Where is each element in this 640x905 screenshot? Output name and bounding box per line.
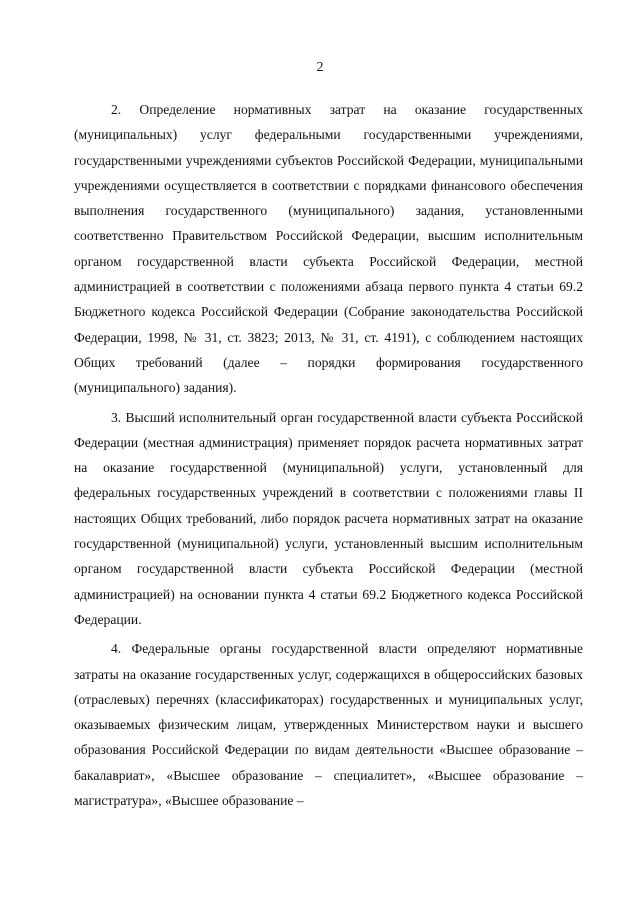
paragraph-4: 4. Федеральные органы государственной власти определяют нормативные затраты на оказание государственных услуг, содержащихся в общероссийских базовых (отраслевых) перечнях (классификаторах) государственных и муниципальных услуг, оказываемых физическим лицам, утвержденных Министерством науки и высшего образования Российской Федерации по видам деятельности «Высшее образование – бакалавриат», «Высшее образование – специалитет», «Высшее образование – магистратура», «Высшее образование – xyxy=(74,641,583,809)
paragraph-3: 3. Высший исполнительный орган государственной власти субъекта Российской Федерации (местная администрация) применяет порядок расчета нормативных затрат на оказание государственной (муниципальной) услуги, установленный для федеральных государственных учреждений в соответствии с положениями главы II настоящих Общих требований, либо порядок расчета нормативных затрат на оказание государственной (муниципальной) услуги, установленный высшим исполнительным органом государственной власти субъекта Российской Федерации (местной администрацией) на основании пункта 4 статьи 69.2 Бюджетного кодекса Российской Федерации. xyxy=(74,409,583,627)
document-body xyxy=(74,97,583,813)
page-number: 2 xyxy=(316,60,324,75)
paragraph-2: 2. Определение нормативных затрат на оказание государственных (муниципальных) услуг федеральными государственными учреждениями, государственными учреждениями субъектов Российской Федерации, муниципальными учреждениями осуществляется в соответствии с порядками финансового обеспечения выполнения государственного (муниципального) задания, установленными соответственно Правительством Российской Федерации, высшим исполнительным органом государственной власти субъекта Российской Федерации, местной администрацией в соответствии с положениями абзаца первого пункта 4 статьи 69.2 Бюджетного кодекса Российской Федерации (Собрание законодательства Российской Федерации, 1998, № 31, ст. 3823; 2013, № 31, ст. 4191), с соблюдением настоящих Общих требований (далее – порядки формирования государственного (муниципального) задания). xyxy=(74,102,583,396)
